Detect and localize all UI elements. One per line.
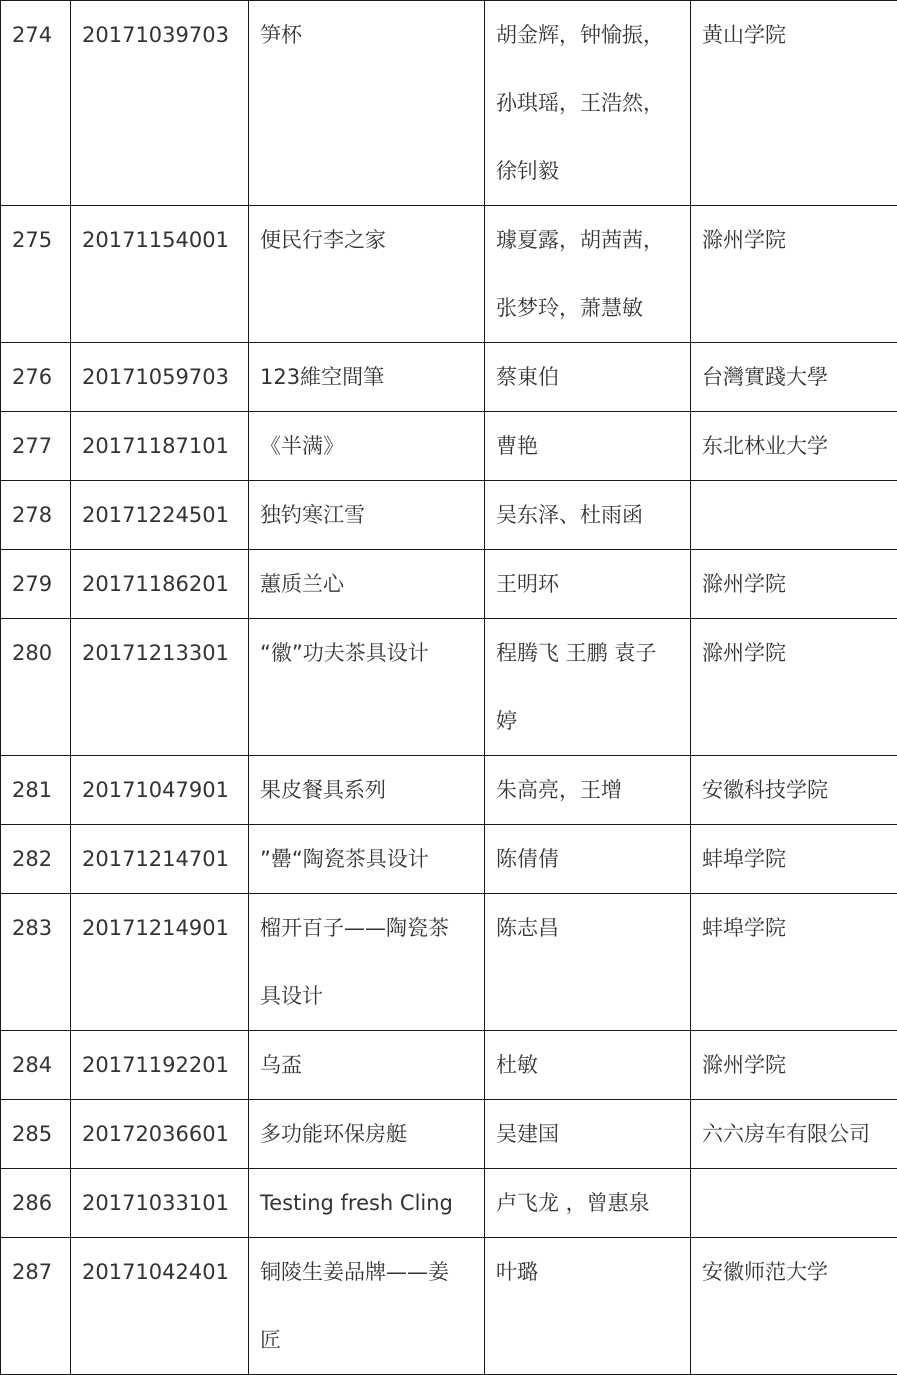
organization: 蚌埠学院 xyxy=(702,825,893,893)
work-title-line: 《半满》 xyxy=(260,412,476,480)
authors-line: 吴建国 xyxy=(496,1100,682,1168)
authors-line: 曹艳 xyxy=(496,412,682,480)
row-number: 280 xyxy=(12,619,59,687)
organization-cell xyxy=(691,550,897,619)
table-row xyxy=(1,550,897,619)
organization-cell xyxy=(691,1238,897,1375)
row-number: 287 xyxy=(12,1238,59,1306)
row-number: 284 xyxy=(12,1031,59,1099)
work-title-cell xyxy=(249,343,485,412)
table-row xyxy=(1,1,897,206)
authors-line: 吴东泽、杜雨函 xyxy=(496,481,682,549)
organization-cell xyxy=(691,206,897,343)
entry-id-cell xyxy=(71,825,249,894)
entry-id-cell xyxy=(71,1169,249,1238)
authors-line: 程腾飞 王鹏 袁子 xyxy=(496,619,682,687)
authors-line: 蔡東伯 xyxy=(496,343,682,411)
authors-cell xyxy=(485,1169,691,1238)
authors-line: 璩夏露，胡茜茜， xyxy=(496,206,682,274)
authors-line: 杜敏 xyxy=(496,1031,682,1099)
row-number-cell xyxy=(1,1238,71,1375)
organization-cell xyxy=(691,1169,897,1238)
authors-cell xyxy=(485,206,691,343)
table-row xyxy=(1,343,897,412)
entry-id: 20171039703 xyxy=(82,1,237,69)
row-number: 279 xyxy=(12,550,59,618)
authors-line: 陈倩倩 xyxy=(496,825,682,893)
authors-cell xyxy=(485,550,691,619)
table-row xyxy=(1,1031,897,1100)
entry-id: 20172036601 xyxy=(82,1100,237,1168)
authors-line: 叶璐 xyxy=(496,1238,682,1306)
row-number-cell xyxy=(1,894,71,1031)
authors-cell xyxy=(485,1100,691,1169)
entry-id-cell xyxy=(71,619,249,756)
table-row xyxy=(1,1169,897,1238)
work-title-cell xyxy=(249,481,485,550)
organization: 蚌埠学院 xyxy=(702,894,893,962)
work-title-cell xyxy=(249,206,485,343)
organization: 滁州学院 xyxy=(702,206,893,274)
work-title-line: 笋杯 xyxy=(260,1,476,69)
authors-line: 胡金辉，钟愉振， xyxy=(496,1,682,69)
organization: 六六房车有限公司 xyxy=(702,1100,893,1168)
table-row xyxy=(1,481,897,550)
entry-id: 20171033101 xyxy=(82,1169,237,1237)
organization-cell xyxy=(691,619,897,756)
work-title-line: 铜陵生姜品牌——姜 xyxy=(260,1238,476,1306)
organization-cell xyxy=(691,756,897,825)
entry-id: 20171224501 xyxy=(82,481,237,549)
table-row xyxy=(1,206,897,343)
authors-cell xyxy=(485,756,691,825)
organization: 黄山学院 xyxy=(702,1,893,69)
authors-line: 王明环 xyxy=(496,550,682,618)
work-title-cell xyxy=(249,1031,485,1100)
authors-cell xyxy=(485,1238,691,1375)
table-row xyxy=(1,756,897,825)
entry-id-cell xyxy=(71,550,249,619)
authors-line: 张梦玲，萧慧敏 xyxy=(496,274,682,342)
work-title-cell xyxy=(249,619,485,756)
entry-id-cell xyxy=(71,1031,249,1100)
row-number-cell xyxy=(1,1,71,206)
organization-cell xyxy=(691,1,897,206)
work-title-cell xyxy=(249,825,485,894)
authors-cell xyxy=(485,619,691,756)
row-number-cell xyxy=(1,1100,71,1169)
row-number-cell xyxy=(1,481,71,550)
row-number-cell xyxy=(1,1031,71,1100)
authors-line: 孙琪瑶，王浩然， xyxy=(496,69,682,137)
row-number: 286 xyxy=(12,1169,59,1237)
organization: 滁州学院 xyxy=(702,619,893,687)
entry-id: 20171059703 xyxy=(82,343,237,411)
entry-id: 20171187101 xyxy=(82,412,237,480)
row-number-cell xyxy=(1,412,71,481)
work-title-cell xyxy=(249,412,485,481)
entry-id: 20171214901 xyxy=(82,894,237,962)
work-title-line: 具设计 xyxy=(260,962,476,1030)
work-title-line: 多功能环保房艇 xyxy=(260,1100,476,1168)
entry-id-cell xyxy=(71,1238,249,1375)
entry-id-cell xyxy=(71,1100,249,1169)
authors-cell xyxy=(485,343,691,412)
work-title-cell xyxy=(249,1,485,206)
authors-line: 陈志昌 xyxy=(496,894,682,962)
row-number: 281 xyxy=(12,756,59,824)
entry-id: 20171186201 xyxy=(82,550,237,618)
row-number: 283 xyxy=(12,894,59,962)
authors-line: 朱高亮，王增 xyxy=(496,756,682,824)
row-number-cell xyxy=(1,756,71,825)
row-number-cell xyxy=(1,550,71,619)
table-body xyxy=(1,1,897,1375)
organization: 滁州学院 xyxy=(702,550,893,618)
entry-id: 20171213301 xyxy=(82,619,237,687)
entry-id-cell xyxy=(71,894,249,1031)
authors-line: 徐钊毅 xyxy=(496,137,682,205)
table-row xyxy=(1,825,897,894)
entry-id-cell xyxy=(71,343,249,412)
table-row xyxy=(1,619,897,756)
row-number: 274 xyxy=(12,1,59,69)
work-title-line: 蕙质兰心 xyxy=(260,550,476,618)
table-row xyxy=(1,1100,897,1169)
work-title-cell xyxy=(249,1238,485,1375)
row-number-cell xyxy=(1,825,71,894)
authors-line: 卢飞龙 ，曾惠泉 xyxy=(496,1169,682,1237)
authors-line: 婷 xyxy=(496,687,682,755)
entry-id-cell xyxy=(71,412,249,481)
entry-id-cell xyxy=(71,1,249,206)
entry-id: 20171192201 xyxy=(82,1031,237,1099)
authors-cell xyxy=(485,412,691,481)
work-title-line: 果皮餐具系列 xyxy=(260,756,476,824)
work-title-line: 独钓寒江雪 xyxy=(260,481,476,549)
row-number: 277 xyxy=(12,412,59,480)
authors-cell xyxy=(485,1,691,206)
entry-id: 20171042401 xyxy=(82,1238,237,1306)
work-title-line: 榴开百子——陶瓷茶 xyxy=(260,894,476,962)
entry-id: 20171047901 xyxy=(82,756,237,824)
row-number: 276 xyxy=(12,343,59,411)
authors-cell xyxy=(485,894,691,1031)
entry-id-cell xyxy=(71,206,249,343)
work-title-cell xyxy=(249,894,485,1031)
authors-cell xyxy=(485,1031,691,1100)
work-title-line: 123維空間筆 xyxy=(260,343,476,411)
table-row xyxy=(1,412,897,481)
row-number: 275 xyxy=(12,206,59,274)
table-row xyxy=(1,1238,897,1375)
authors-cell xyxy=(485,825,691,894)
row-number-cell xyxy=(1,343,71,412)
organization: 东北林业大学 xyxy=(702,412,893,480)
work-title-line: “徽”功夫茶具设计 xyxy=(260,619,476,687)
row-number-cell xyxy=(1,1169,71,1238)
row-number: 278 xyxy=(12,481,59,549)
organization: 安徽师范大学 xyxy=(702,1238,893,1306)
work-title-line: ”罍“陶瓷茶具设计 xyxy=(260,825,476,893)
entry-id: 20171214701 xyxy=(82,825,237,893)
entry-id-cell xyxy=(71,481,249,550)
organization: 台灣實踐大學 xyxy=(702,343,893,411)
entry-id-cell xyxy=(71,756,249,825)
work-title-line: Testing fresh Cling xyxy=(260,1169,476,1237)
organization: 滁州学院 xyxy=(702,1031,893,1099)
entry-id: 20171154001 xyxy=(82,206,237,274)
work-title-line: 乌盃 xyxy=(260,1031,476,1099)
table-row xyxy=(1,894,897,1031)
row-number: 282 xyxy=(12,825,59,893)
organization-cell xyxy=(691,343,897,412)
organization-cell xyxy=(691,825,897,894)
organization-cell xyxy=(691,412,897,481)
work-title-cell xyxy=(249,1100,485,1169)
work-title-line: 匠 xyxy=(260,1306,476,1374)
work-title-cell xyxy=(249,756,485,825)
organization: 安徽科技学院 xyxy=(702,756,893,824)
work-title-line: 便民行李之家 xyxy=(260,206,476,274)
organization-cell xyxy=(691,481,897,550)
organization-cell xyxy=(691,1100,897,1169)
authors-cell xyxy=(485,481,691,550)
work-title-cell xyxy=(249,1169,485,1238)
work-title-cell xyxy=(249,550,485,619)
row-number: 285 xyxy=(12,1100,59,1168)
organization-cell xyxy=(691,1031,897,1100)
row-number-cell xyxy=(1,619,71,756)
organization-cell xyxy=(691,894,897,1031)
row-number-cell xyxy=(1,206,71,343)
